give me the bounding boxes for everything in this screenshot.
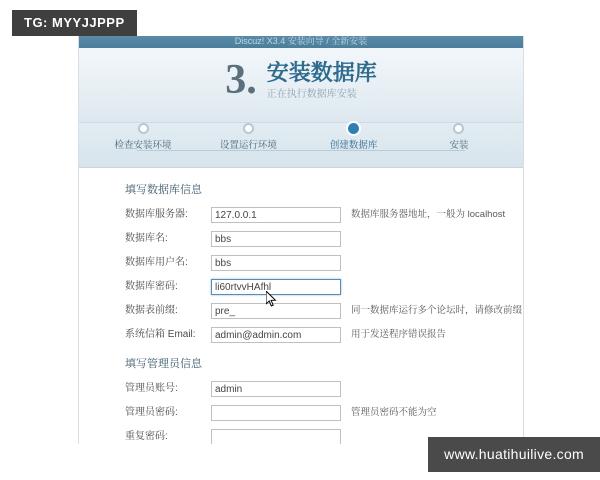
field-label: 管理员密码: <box>125 407 178 418</box>
field-label: 重复密码: <box>125 431 168 442</box>
progress-steps <box>79 123 523 168</box>
field-row-admin-password <box>125 404 523 422</box>
step-number: 3. <box>225 57 257 103</box>
field-label: 数据表前缀: <box>125 305 178 316</box>
step-dot-active-icon <box>348 123 359 134</box>
field-hint: 同一数据库运行多个论坛时，请修改前缀 <box>351 305 523 316</box>
field-label: 数据库密码: <box>125 281 178 292</box>
telegram-watermark: TG: MYYJJPPP <box>12 10 137 36</box>
window-title-text: Discuz! X3.4 安装向导 / 全新安装 <box>234 36 368 46</box>
step-label: 设置运行环境 <box>219 140 277 151</box>
installer-header <box>79 48 523 123</box>
site-watermark: www.huatihuilive.com <box>428 437 600 472</box>
admin-password-input[interactable] <box>211 405 341 421</box>
db-name-input[interactable] <box>211 231 341 247</box>
table-prefix-input[interactable] <box>211 303 341 319</box>
field-row-db-password <box>125 278 523 296</box>
db-section-title: 填写数据库信息 <box>125 184 202 196</box>
step-dot-icon <box>243 123 254 134</box>
field-label: 数据库用户名: <box>125 257 188 268</box>
step-item-check-env[interactable] <box>97 123 189 152</box>
step-item-install[interactable] <box>413 123 505 152</box>
page-title: 安装数据库 <box>266 60 377 85</box>
field-hint: 数据库服务器地址，一般为 localhost <box>351 209 506 220</box>
window-top-strip <box>79 36 523 48</box>
field-row-db-user <box>125 254 523 272</box>
step-item-create-db[interactable] <box>308 123 400 152</box>
field-row-db-name <box>125 230 523 248</box>
field-row-table-prefix <box>125 302 523 320</box>
db-password-input[interactable] <box>211 279 341 295</box>
field-label: 数据库名: <box>125 233 168 244</box>
step-item-set-env[interactable] <box>202 123 294 152</box>
db-username-input[interactable] <box>211 255 341 271</box>
step-dot-icon <box>138 123 149 134</box>
page-subtitle: 正在执行数据库安装 <box>266 89 357 100</box>
field-row-db-server <box>125 206 523 224</box>
field-label: 系统信箱 Email: <box>125 329 196 340</box>
repeat-password-input[interactable] <box>211 429 341 444</box>
system-email-input[interactable] <box>211 327 341 343</box>
installer-window <box>78 36 524 444</box>
step-dot-icon <box>453 123 464 134</box>
field-row-system-email <box>125 326 523 344</box>
field-label: 管理员账号: <box>125 383 178 394</box>
step-label: 创建数据库 <box>329 140 378 151</box>
admin-section-title: 填写管理员信息 <box>125 358 202 370</box>
step-label: 检查安装环境 <box>114 140 172 151</box>
admin-account-input[interactable] <box>211 381 341 397</box>
step-label: 安装 <box>449 140 469 151</box>
field-hint: 用于发送程序错误报告 <box>351 329 447 340</box>
field-row-admin-account <box>125 380 523 398</box>
field-hint: 管理员密码不能为空 <box>351 407 437 418</box>
form-body <box>79 168 523 444</box>
field-label: 数据库服务器: <box>125 209 188 220</box>
db-server-input[interactable] <box>211 207 341 223</box>
